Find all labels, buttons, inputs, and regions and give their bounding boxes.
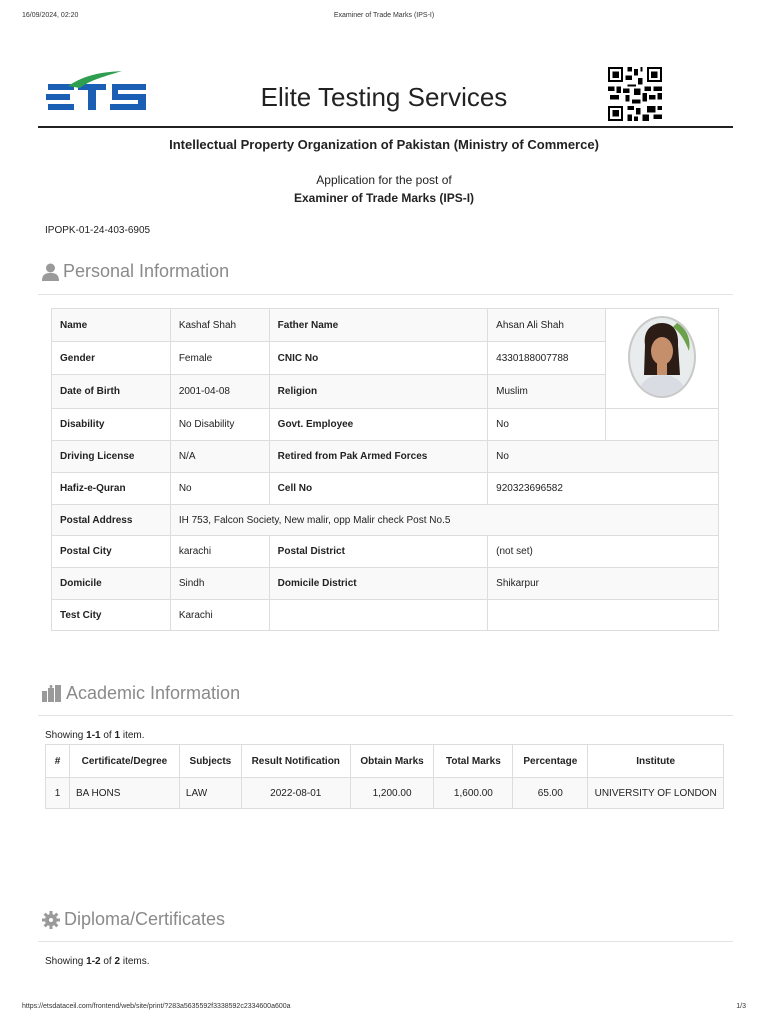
personal-info-table	[51, 308, 719, 631]
gear-icon	[42, 911, 60, 929]
gender-label: Gender	[52, 342, 171, 375]
col-header: Subjects	[179, 745, 241, 778]
degree-cell: BA HONS	[69, 778, 179, 809]
govt-employee-label: Govt. Employee	[269, 409, 487, 441]
academic-summary: Showing 1-1 of 1 item.	[45, 730, 145, 741]
table-row	[52, 473, 719, 505]
table-row	[52, 505, 719, 536]
table-row	[52, 309, 719, 342]
gender-value: Female	[170, 342, 269, 375]
empty-cell	[488, 600, 719, 631]
print-url: https://etsdataceil.com/frontend/web/site/print/?283a5635592f3338592c2334600a600a	[22, 1003, 291, 1010]
applicant-photo	[627, 315, 697, 399]
disability-value: No Disability	[170, 409, 269, 441]
diploma-summary: Showing 1-2 of 2 items.	[45, 956, 150, 967]
col-header: #	[46, 745, 70, 778]
col-header: Percentage	[513, 745, 588, 778]
result-date-cell: 2022-08-01	[241, 778, 350, 809]
postal-district-value: (not set)	[488, 536, 719, 568]
test-city-label: Test City	[52, 600, 171, 631]
retired-value: No	[488, 441, 719, 473]
table-row	[52, 441, 719, 473]
personal-section-label: Personal Information	[63, 261, 230, 281]
test-city-value: Karachi	[170, 600, 269, 631]
domicile-value: Sindh	[170, 568, 269, 600]
academic-table	[45, 744, 724, 809]
col-header: Result Notification	[241, 745, 350, 778]
table-row	[52, 536, 719, 568]
subjects-cell: LAW	[179, 778, 241, 809]
table-row	[52, 409, 719, 441]
summary-total: 2	[114, 956, 121, 967]
hafiz-value: No	[170, 473, 269, 505]
header-divider	[38, 126, 733, 128]
disability-label: Disability	[52, 409, 171, 441]
father-label: Father Name	[269, 309, 487, 342]
cnic-value: 4330188007788	[488, 342, 606, 375]
name-label: Name	[52, 309, 171, 342]
post-intro: Application for the post of	[316, 173, 452, 187]
cell-value: 920323696582	[488, 473, 719, 505]
table-header-row	[46, 745, 724, 778]
section-divider	[38, 941, 733, 942]
cnic-label: CNIC No	[269, 342, 487, 375]
col-header: Institute	[588, 745, 724, 778]
percentage-cell: 65.00	[513, 778, 588, 809]
table-row	[46, 778, 724, 809]
postal-address-value: IH 753, Falcon Society, New malir, opp Malir check Post No.5	[170, 505, 718, 536]
application-reference: IPOPK-01-24-403-6905	[45, 225, 151, 236]
col-header: Obtain Marks	[350, 745, 434, 778]
hafiz-label: Hafiz-e-Quran	[52, 473, 171, 505]
religion-value: Muslim	[488, 375, 606, 409]
print-datetime: 16/09/2024, 02:20	[22, 12, 79, 19]
table-row	[52, 568, 719, 600]
name-value: Kashaf Shah	[170, 309, 269, 342]
organization-title: Intellectual Property Organization of Pakistan (Ministry of Commerce)	[169, 137, 599, 152]
dob-label: Date of Birth	[52, 375, 171, 409]
print-footer	[22, 1003, 746, 1010]
domicile-district-label: Domicile District	[269, 568, 487, 600]
postal-city-label: Postal City	[52, 536, 171, 568]
obtain-marks-cell: 1,200.00	[350, 778, 434, 809]
ets-logo	[46, 70, 150, 112]
print-header	[22, 12, 746, 19]
father-value: Ahsan Ali Shah	[488, 309, 606, 342]
academic-section-title	[42, 683, 240, 704]
print-page-title: Examiner of Trade Marks (IPS-I)	[333, 12, 435, 19]
summary-range: 1-2	[86, 956, 101, 967]
empty-cell	[606, 409, 719, 441]
dob-value: 2001-04-08	[170, 375, 269, 409]
books-icon	[42, 685, 62, 702]
postal-address-label: Postal Address	[52, 505, 171, 536]
qr-code-icon	[608, 67, 662, 121]
domicile-label: Domicile	[52, 568, 171, 600]
total-marks-cell: 1,600.00	[434, 778, 513, 809]
institute-cell: UNIVERSITY OF LONDON	[588, 778, 724, 809]
driving-license-value: N/A	[170, 441, 269, 473]
cell-label: Cell No	[269, 473, 487, 505]
religion-label: Religion	[269, 375, 487, 409]
table-row	[52, 600, 719, 631]
empty-cell	[269, 600, 487, 631]
diploma-section-label: Diploma/Certificates	[64, 909, 226, 929]
driving-license-label: Driving License	[52, 441, 171, 473]
row-index: 1	[46, 778, 70, 809]
domicile-district-value: Shikarpur	[488, 568, 719, 600]
section-divider	[38, 715, 733, 716]
academic-section-label: Academic Information	[66, 683, 241, 703]
personal-section-title	[42, 261, 229, 282]
summary-range: 1-1	[86, 730, 101, 741]
user-icon	[42, 263, 59, 281]
retired-label: Retired from Pak Armed Forces	[269, 441, 487, 473]
photo-cell	[606, 309, 719, 409]
summary-total: 1	[114, 730, 121, 741]
postal-district-label: Postal District	[269, 536, 487, 568]
section-divider	[38, 294, 733, 295]
govt-employee-value: No	[488, 409, 606, 441]
col-header: Certificate/Degree	[69, 745, 179, 778]
diploma-section-title	[42, 909, 225, 930]
postal-city-value: karachi	[170, 536, 269, 568]
post-title: Examiner of Trade Marks (IPS-I)	[293, 191, 475, 205]
print-page-number: 1/3	[736, 1003, 746, 1010]
col-header: Total Marks	[434, 745, 513, 778]
brand-name: Elite Testing Services	[260, 82, 508, 112]
